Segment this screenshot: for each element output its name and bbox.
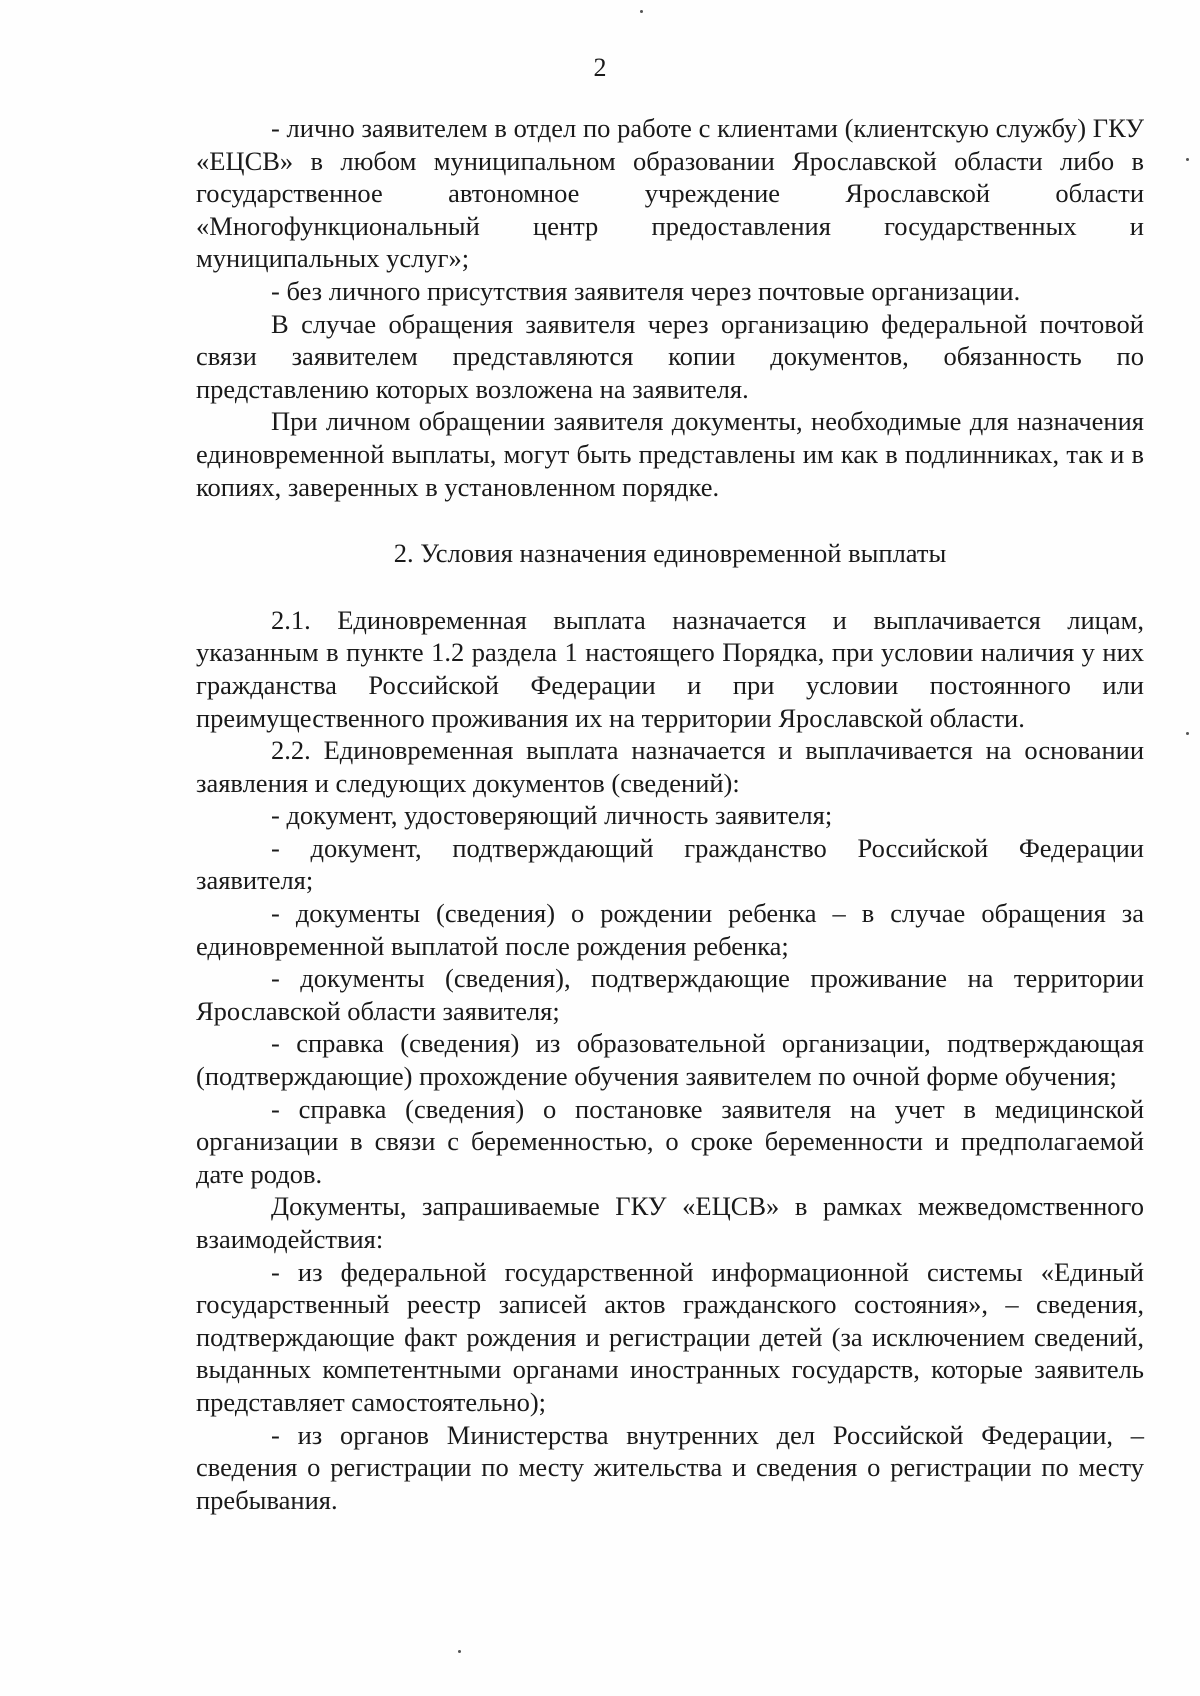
document-body [196, 112, 1144, 1516]
list-item-interior-ministry: - из органов Министерства внутренних дел Российской Федерации, – сведения о регистрации по месту жительства и сведения о регистрации по месту пребывания. [196, 1419, 1144, 1515]
list-item-residence-documents: - документы (сведения), подтверждающие проживание на территории Ярославской области заявителя; [196, 963, 1144, 1026]
list-item-education-certificate: - справка (сведения) из образовательной организации, подтверждающая (подтверждающие) прохождение обучения заявителем по очной форме обучения; [196, 1028, 1144, 1092]
scan-speck [458, 1650, 461, 1653]
list-item-medical-certificate: - справка (сведения) о постановке заявителя на учет в медицинской организации в связи с беременностью, о сроке беременности и предполагаемой дате родов. [196, 1093, 1144, 1189]
paragraph-interagency-documents: Документы, запрашиваемые ГКУ «ЕЦСВ» в рамках межведомственного взаимодействия: [196, 1191, 1144, 1254]
scan-speck [1186, 158, 1189, 161]
paragraph-personal-originals: При личном обращении заявителя документы, необходимые для назначения единовременной выплаты, могут быть представлены им как в подлинниках, так и в копиях, заверенных в установленном порядке. [196, 406, 1144, 502]
paragraph-postal-copies: В случае обращения заявителя через организацию федеральной почтовой связи заявителем представляются копии документов, обязанность по представлению которых возложена на заявителя. [196, 308, 1144, 404]
paragraph-delivery-in-person: - лично заявителем в отдел по работе с клиентами (клиентскую службу) ГКУ «ЕЦСВ» в любом муниципальном образовании Ярославской области либо в государственное автономное учреждение Ярославской области «Многофункциональный центр предоставления государственных и муниципальных услуг»; [196, 113, 1144, 274]
section-heading: 2. Условия назначения единовременной выплаты [393, 538, 947, 569]
page-number: 2 [593, 53, 607, 82]
list-item-civil-registry: - из федеральной государственной информационной системы «Единый государственный реестр записей актов гражданского состояния», – сведения, подтверждающие факт рождения и регистрации детей (за исключением сведений, выданных компетентными органами иностранных государств, которые заявитель представляет самостоятельно); [196, 1256, 1144, 1417]
list-item-birth-documents: - документы (сведения) о рождении ребенка – в случае обращения за единовременной выплатой после рождения ребенка; [196, 898, 1144, 961]
paragraph-2-1: 2.1. Единовременная выплата назначается и выплачивается лицам, указанным в пункте 1.2 раздела 1 настоящего Порядка, при условии наличия у них гражданства Российской Федерации и при условии постоянного или преимущественного проживания их на территории Ярославской области. [196, 604, 1144, 733]
scan-speck [640, 10, 643, 13]
paragraph-2-2: 2.2. Единовременная выплата назначается и выплачивается на основании заявления и следующих документов (сведений): [196, 735, 1144, 798]
list-item-identity-document: - документ, удостоверяющий личность заявителя; [271, 800, 833, 831]
scan-speck [1186, 732, 1189, 735]
list-item-citizenship-document: - документ, подтверждающий гражданство Российской Федерации заявителя; [196, 832, 1144, 896]
paragraph-delivery-by-post: - без личного присутствия заявителя через почтовые организации. [271, 275, 1021, 306]
